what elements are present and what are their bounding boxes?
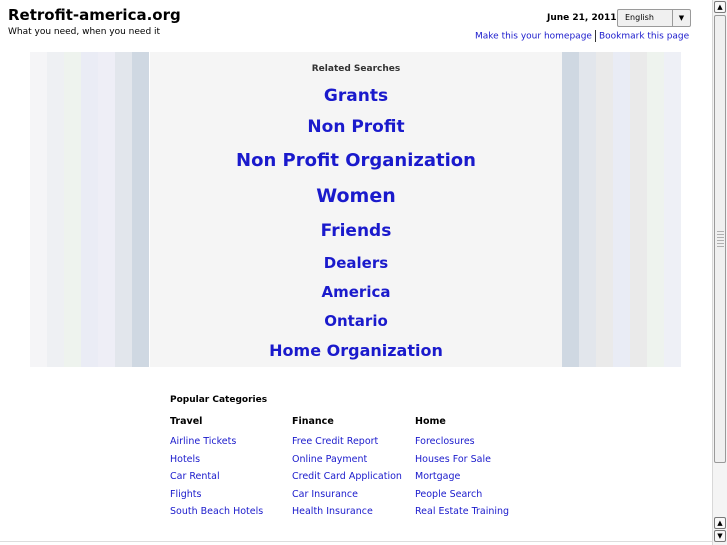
category-link[interactable]: People Search: [415, 488, 483, 500]
related-link[interactable]: Non Profit Organization: [236, 150, 476, 171]
current-date: June 21, 2011: [547, 13, 617, 23]
chevron-down-icon[interactable]: ▼: [672, 10, 690, 26]
category-link[interactable]: Mortgage: [415, 471, 461, 482]
related-link[interactable]: Home Organization: [269, 341, 443, 360]
stripe-band: [630, 52, 647, 367]
related-link[interactable]: Ontario: [324, 312, 388, 330]
category-link[interactable]: Real Estate Training: [415, 506, 510, 517]
link-separator: [595, 30, 596, 42]
category-link[interactable]: South Beach Hotels: [170, 506, 264, 517]
category-link[interactable]: Online Payment: [292, 453, 368, 465]
category-link[interactable]: Car Rental: [170, 471, 220, 482]
related-link[interactable]: Non Profit: [307, 117, 405, 137]
category-link[interactable]: Foreclosures: [415, 436, 475, 447]
stripe-band: [613, 52, 630, 367]
related-link[interactable]: Dealers: [323, 254, 389, 272]
vertical-scrollbar[interactable]: [712, 0, 727, 545]
related-searches-panel: [150, 52, 562, 367]
bookmark-link[interactable]: Bookmark this page: [598, 31, 690, 42]
related-link[interactable]: Friends: [320, 221, 392, 241]
category-link[interactable]: Airline Tickets: [170, 436, 237, 447]
related-link[interactable]: Women: [316, 185, 396, 207]
stripe-band: [562, 52, 579, 367]
stripe-band: [81, 52, 98, 367]
stripe-band: [664, 52, 681, 367]
category-title: Finance: [292, 416, 334, 427]
related-link[interactable]: Grants: [323, 86, 389, 106]
category-column-home: [415, 416, 509, 521]
category-link[interactable]: Flights: [170, 488, 202, 500]
scrollbar-thumb[interactable]: [714, 15, 726, 463]
stripe-band: [98, 52, 115, 367]
related-link[interactable]: America: [321, 283, 391, 301]
category-link[interactable]: Hotels: [170, 453, 201, 465]
category-title: Home: [415, 416, 446, 427]
header-links: [475, 30, 689, 42]
stripe-band: [30, 52, 47, 367]
site-title[interactable]: Retrofit-america.org: [8, 6, 181, 24]
related-searches-heading: Related Searches: [311, 64, 401, 74]
category-link[interactable]: Car Insurance: [292, 488, 358, 500]
stripe-band: [47, 52, 64, 367]
arrow-down-icon[interactable]: ▼: [714, 530, 726, 542]
stripe-band: [579, 52, 596, 367]
category-column-finance: [292, 416, 402, 521]
category-title: Travel: [170, 416, 203, 427]
stripe-band: [132, 52, 149, 367]
stripe-band: [647, 52, 664, 367]
stripe-band: [115, 52, 132, 367]
category-column-travel: [170, 416, 263, 521]
footer-divider: [0, 541, 712, 542]
grip-icon: [717, 231, 724, 247]
left-stripe-decoration: [30, 52, 149, 367]
category-link[interactable]: Credit Card Application: [292, 471, 402, 482]
category-link[interactable]: Health Insurance: [292, 506, 373, 517]
stripe-band: [596, 52, 613, 367]
arrow-up-icon[interactable]: ▲: [714, 1, 726, 13]
category-link[interactable]: Houses For Sale: [415, 453, 491, 465]
arrow-up-icon[interactable]: ▲: [714, 517, 726, 529]
popular-categories-heading: Popular Categories: [170, 395, 268, 405]
category-link[interactable]: Free Credit Report: [292, 436, 379, 447]
make-homepage-link[interactable]: Make this your homepage: [475, 31, 592, 42]
stripe-band: [64, 52, 81, 367]
language-select-value: English: [625, 13, 654, 22]
language-select[interactable]: [617, 9, 691, 27]
site-tagline: What you need, when you need it: [8, 27, 161, 37]
right-stripe-decoration: [562, 52, 681, 367]
